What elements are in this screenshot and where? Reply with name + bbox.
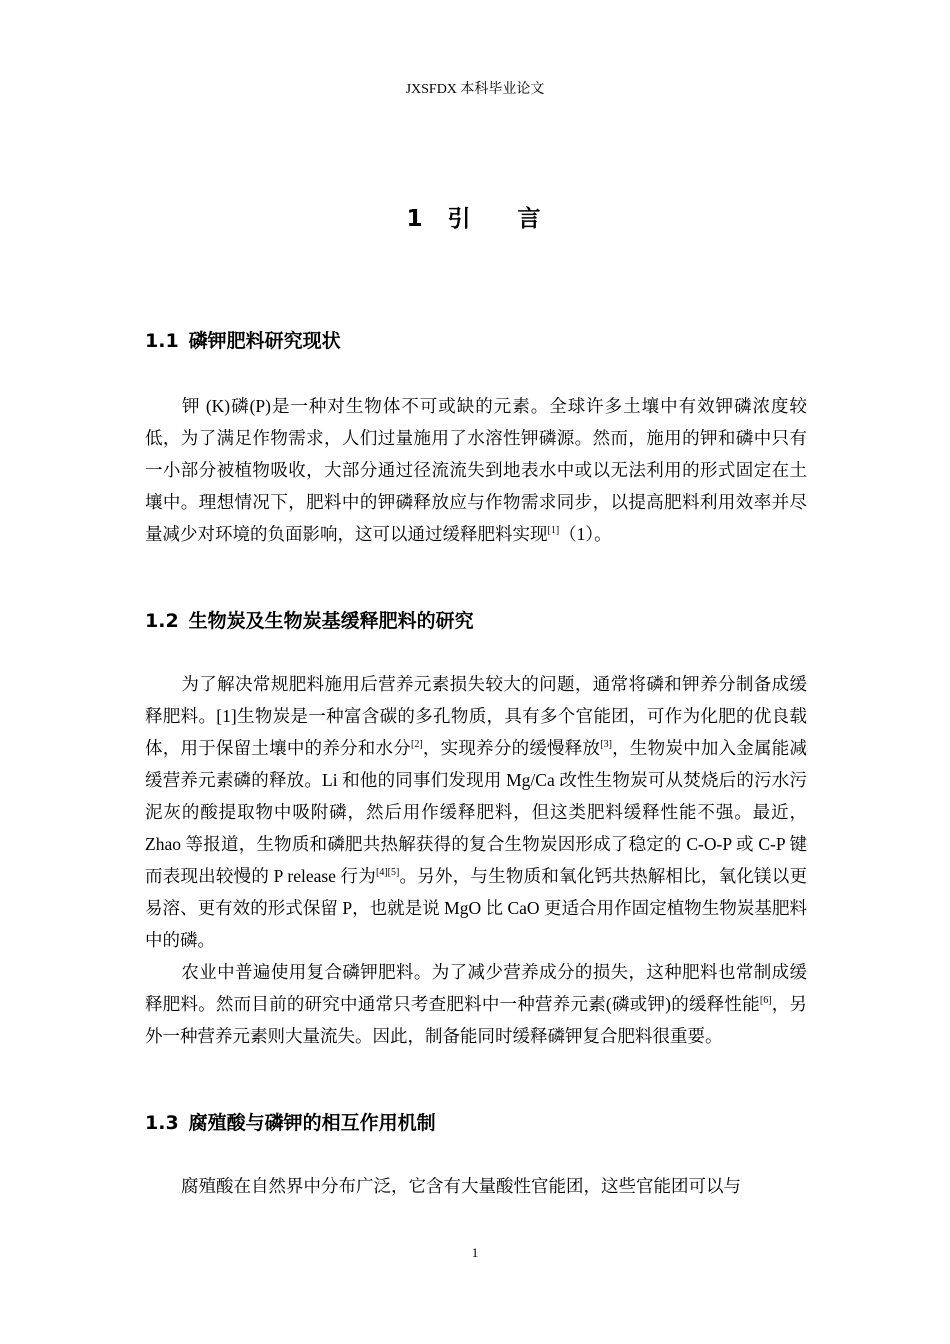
chapter-title bbox=[0, 200, 950, 233]
paragraph-text: 农业中普遍使用复合磷钾肥料。为了减少营养成分的损失，这种肥料也常制成缓释肥料。然而目前的研究中通常只考查肥料中一种营养元素(磷或钾)的缓释性能 bbox=[145, 962, 807, 1014]
citation: [1] bbox=[547, 525, 560, 537]
paragraph bbox=[145, 668, 807, 956]
paragraph-text: 腐殖酸在自然界中分布广泛，它含有大量酸性官能团，这些官能团可以与 bbox=[181, 1176, 741, 1196]
page-header: JXSFDX 本科毕业论文 bbox=[405, 82, 545, 97]
section-heading bbox=[145, 1108, 436, 1135]
paragraph-text: 。另外，与生物质和氧化钙共热解相比，氧化镁以更易溶、更有效的形式保留 P，也就是说 MgO 比 CaO 更适合用作固定植物生物炭基肥料中的磷。 bbox=[145, 866, 807, 950]
chapter-number: 1 bbox=[406, 206, 426, 232]
paragraph-text: 为了解决常规肥料施用后营养元素损失较大的问题，通常将磷和钾养分制备成缓释肥料。[1]生物炭是一种富含碳的多孔物质，具有多个官能团，可作为化肥的优良载体，用于保留土壤中的养分和水分 bbox=[145, 674, 807, 758]
paragraph-text: （1）。 bbox=[559, 524, 612, 544]
paragraph-text: 钾 (K)磷(P)是一种对生物体不可或缺的元素。全球许多土壤中有效钾磷浓度较低，为了满足作物需求，人们过量施用了水溶性钾磷源。然而，施用的钾和磷中只有一小部分被植物吸收，大部分通过径流流失到地表水中或以无法利用的形式固定在土壤中。理想情况下，肥料中的钾磷释放应与作物需求同步，以提高肥料利用效率并尽量减少对环境的负面影响，这可以通过缓释肥料实现 bbox=[145, 396, 807, 544]
section-number: 1.1 bbox=[145, 330, 179, 352]
paragraph-text: ，另外一种营养元素则大量流失。因此，制备能同时缓释磷钾复合肥料很重要。 bbox=[145, 994, 808, 1046]
section-number: 1.2 bbox=[145, 610, 179, 632]
paragraph-text: ，生物炭中加入金属能减缓营养元素磷的释放。Li 和他的同事们发现用 Mg/Ca 改性生物炭可从焚烧后的污水污泥灰的酸提取物中吸附磷，然后用作缓释肥料，但这类肥料缓释性能不强。最近，Zhao 等报道，生物质和磷肥共热解获得的复合生物炭因形成了稳定的 C-O-P 或 C-P 键而表现出较慢的 P release 行为 bbox=[145, 738, 808, 886]
section-number: 1.3 bbox=[145, 1112, 179, 1134]
citation: [2] bbox=[411, 739, 423, 751]
section-title: 腐殖酸与磷钾的相互作用机制 bbox=[188, 1112, 436, 1134]
citation: [6] bbox=[759, 995, 772, 1007]
section-title: 磷钾肥料研究现状 bbox=[188, 330, 341, 352]
page-number: 1 bbox=[471, 1245, 479, 1260]
chapter-title-part1: 引 bbox=[447, 206, 474, 232]
paragraph bbox=[145, 390, 807, 550]
paragraph-text: ，实现养分的缓慢释放 bbox=[422, 738, 601, 758]
citation: [4][5] bbox=[375, 867, 400, 879]
section-title: 生物炭及生物炭基缓释肥料的研究 bbox=[188, 610, 474, 632]
section-heading bbox=[145, 326, 341, 353]
citation: [3] bbox=[600, 739, 612, 751]
chapter-title-part2: 言 bbox=[517, 206, 544, 232]
section-heading bbox=[145, 606, 474, 633]
paragraph bbox=[145, 1170, 807, 1202]
paragraph bbox=[145, 956, 807, 1052]
